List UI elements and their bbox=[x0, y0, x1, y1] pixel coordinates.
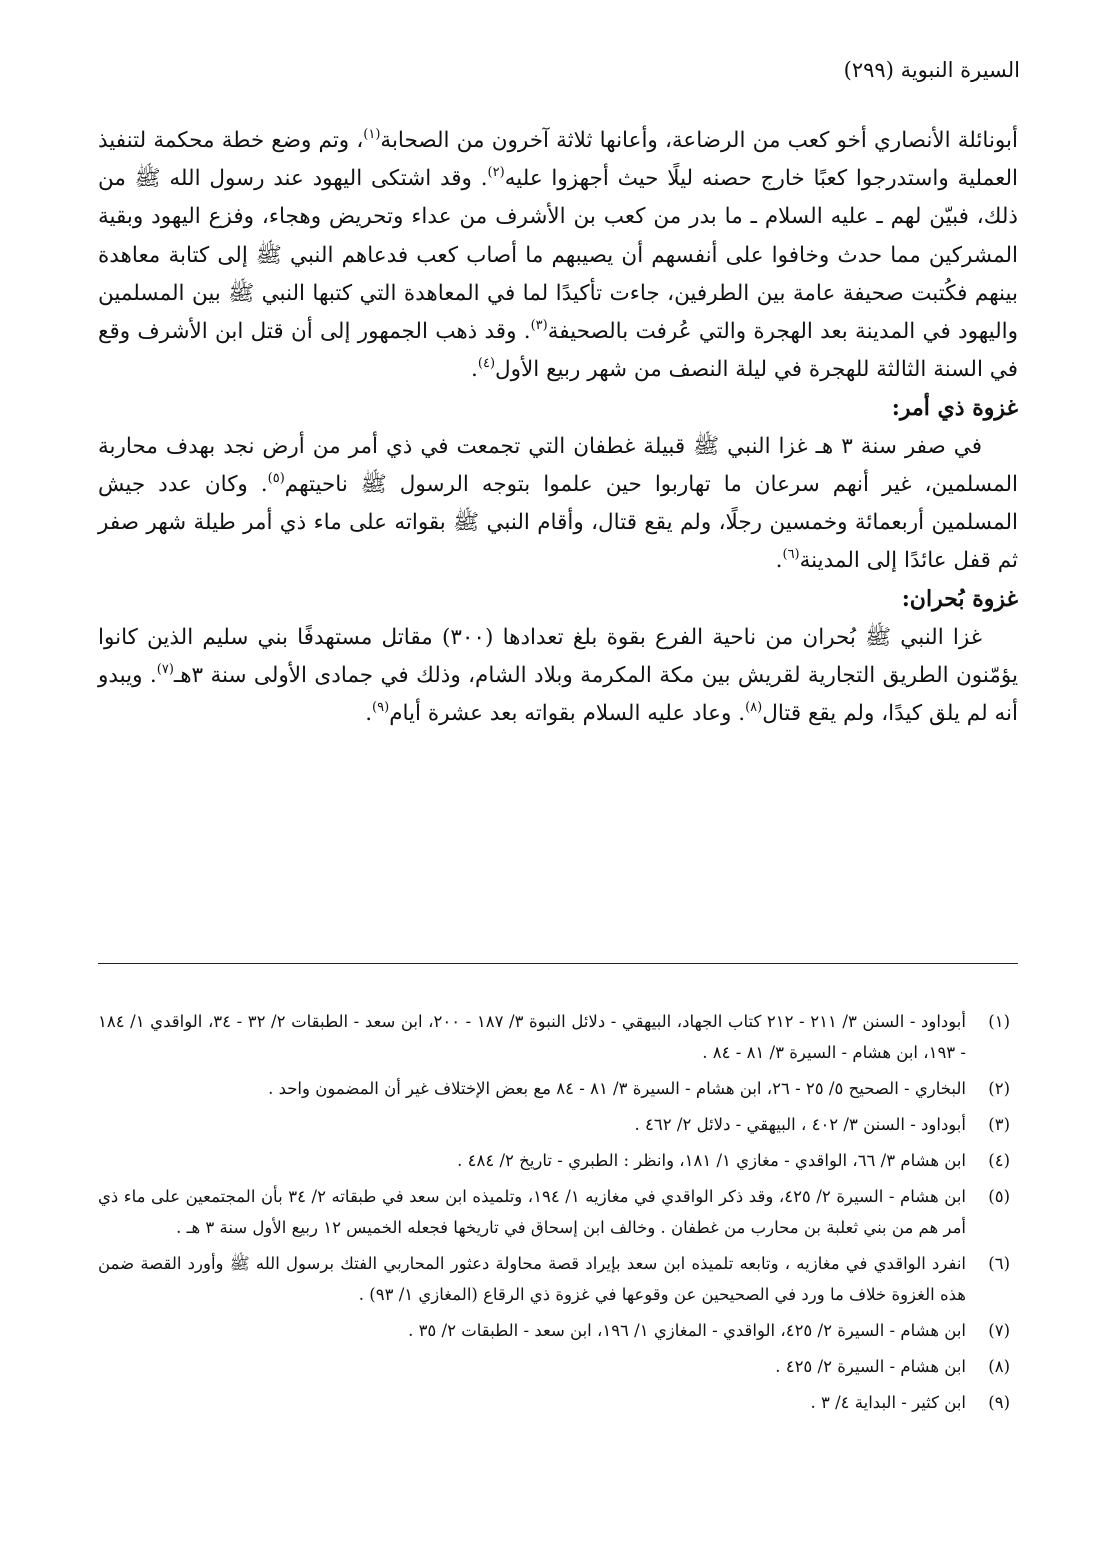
text: . ويبدو أنه لم يلق كيدًا، ولم يقع قتال bbox=[98, 662, 1018, 727]
text: . وعاد عليه السلام بقواته بعد عشرة أيام bbox=[389, 701, 746, 727]
paragraph-2 bbox=[98, 428, 1018, 581]
footnote-text: البخاري - الصحيح ٥/ ٢٥ - ٢٦، ابن هشام - السيرة ٣/ ٨١ - ٨٤ مع بعض الإختلاف غير أن المضمون واحد . bbox=[268, 1079, 966, 1098]
footnote-text: ابن هشام ٣/ ٦٦، الواقدي - مغازي ١/ ١٨١، وانظر : الطبري - تاريخ ٢/ ٤٨٤ . bbox=[457, 1151, 966, 1170]
footnote-number: (٧) bbox=[988, 1321, 1010, 1340]
footnote-number: (٥) bbox=[988, 1187, 1010, 1206]
footnote-item bbox=[98, 1073, 1018, 1104]
footnote-item bbox=[98, 1248, 1018, 1310]
footnote-item bbox=[98, 1109, 1018, 1140]
footnote-ref[interactable]: (٩) bbox=[372, 700, 390, 716]
footnote-text: انفرد الواقدي في مغازيه ، وتابعه تلميذه ابن سعد بإيراد قصة محاولة دعثور المحاربي الفتك برسول الله ﷺ وأورد القصة ضمن هذه الغزوة خلاف ما ورد في الصحيحين عن وقوعها في غزوة ذي الرقاع (المغازي ١/ ٩٣) . bbox=[98, 1254, 966, 1304]
body-text bbox=[98, 122, 1018, 733]
footnote-ref[interactable]: (٧) bbox=[156, 661, 174, 677]
footnote-text: ابن هشام - السيرة ٢/ ٤٢٥ . bbox=[775, 1357, 966, 1376]
footnote-ref[interactable]: (٦) bbox=[782, 547, 800, 563]
text: . وكان عدد جيش المسلمين أربعمائة وخمسين رجلًا، ولم يقع قتال، وأقام النبي ﷺ بقواته على ماء ذي أمر طيلة شهر صفر ثم قفل عائدًا إلى المدينة bbox=[98, 471, 1018, 574]
text: أبونائلة الأنصاري أخو كعب من الرضاعة، وأعانها ثلاثة آخرون من الصحابة bbox=[380, 128, 1018, 153]
footnote-number: (٦) bbox=[988, 1254, 1010, 1273]
footnote-text: ابن هشام - السيرة ٢/ ٤٢٥، وقد ذكر الواقدي في مغازيه ١/ ١٩٤، وتلميذه ابن سعد في طبقاته ٢/ ٣٤ بأن المجتمعين على ماء ذي أمر هم من بني ثعلبة بن محارب من غطفان . وخالف ابن إسحاق في تاريخها فجعله الخميس ١٢ ربيع الأول سنة ٣ هـ . bbox=[98, 1187, 966, 1237]
text: غزا النبي ﷺ بُحران من ناحية الفرع بقوة بلغ تعدادها (٣٠٠) مقاتل مستهدفًا بني سليم الذين كانوا يؤمّنون الطريق التجارية لقريش بين مكة المكرمة وبلاد الشام، وذلك في جمادى الأولى سنة ٣هـ bbox=[98, 624, 1018, 688]
footnote-number: (١) bbox=[988, 1012, 1010, 1031]
footnote-item bbox=[98, 1351, 1018, 1382]
running-head: السيرة النبوية (٢٩٩) bbox=[843, 58, 1020, 82]
footnote-number: (٤) bbox=[988, 1151, 1010, 1170]
footnote-item bbox=[98, 1006, 1018, 1068]
footnote-ref[interactable]: (٢) bbox=[487, 165, 505, 181]
text: . وقد اشتكى اليهود عند رسول الله ﷺ من ذلك، فبيّن لهم ـ عليه السلام ـ ما بدر من كعب بن الأشرف من عداء وتحريض وهجاء، وفزع اليهود وبقية المشركين مما حدث وخافوا على أنفسهم أن يصيبهم ما أصاب كعب فدعاهم النبي ﷺ إلى كتابة معاهدة بينهم فكُتبت صحيفة عامة بين الطرفين، جاءت تأكيدًا لما في المعاهدة التي كتبها النبي ﷺ بين المسلمين واليهود في المدينة بعد الهجرة والتي عُرفت بالصحيفة bbox=[98, 166, 1018, 345]
text: . bbox=[365, 701, 373, 727]
footnote-number: (٨) bbox=[988, 1357, 1010, 1376]
section-heading-dhi-amr: غزوة ذي أمر: bbox=[891, 395, 1018, 422]
footnote-number: (٢) bbox=[988, 1079, 1010, 1098]
footnote-item bbox=[98, 1145, 1018, 1176]
footnote-number: (٩) bbox=[988, 1393, 1010, 1412]
footnote-ref[interactable]: (٥) bbox=[267, 470, 285, 486]
text: . bbox=[775, 548, 783, 574]
text: . وقد ذهب الجمهور إلى أن قتل ابن الأشرف وقع في السنة الثالثة للهجرة في ليلة النصف من شهر ربيع الأول bbox=[98, 319, 1018, 383]
footnote-text: أبوداود - السنن ٣/ ٤٠٢ ، البيهقي - دلائل ٢/ ٤٦٢ . bbox=[634, 1115, 966, 1134]
footnote-item bbox=[98, 1387, 1018, 1418]
footnotes bbox=[98, 1006, 1018, 1423]
text: . bbox=[471, 357, 478, 383]
footnote-text: أبوداود - السنن ٣/ ٢١١ - ٢١٢ كتاب الجهاد، البيهقي - دلائل النبوة ٣/ ١٨٧ - ٢٠٠، ابن سعد - الطبقات ٢/ ٣٢ - ٣٤، الواقدي ١/ ١٨٤ - ١٩٣، ابن هشام - السيرة ٣/ ٨١ - ٨٤ . bbox=[98, 1012, 966, 1062]
paragraph-3 bbox=[98, 619, 1018, 734]
footnote-text: ابن كثير - البداية ٤/ ٣ . bbox=[810, 1393, 966, 1412]
section-heading-buhran: غزوة بُحران: bbox=[901, 586, 1018, 613]
text: ، وتم وضع خطة محكمة لتنفيذ العملية واستدرجوا كعبًا خارج حصنه ليلًا حيث أجهزوا عليه bbox=[98, 128, 1018, 192]
text: في صفر سنة ٣ هـ غزا النبي ﷺ قبيلة غطفان التي تجمعت في ذي أمر من أرض نجد بهدف محاربة المسلمين، غير أنهم سرعان ما تهاربوا حين علموا بتوجه الرسول ﷺ ناحيتهم bbox=[98, 433, 1019, 497]
footnote-divider bbox=[98, 963, 1018, 964]
footnote-ref[interactable]: (٤) bbox=[477, 356, 496, 372]
paragraph-1 bbox=[98, 122, 1018, 389]
footnote-ref[interactable]: (٣) bbox=[530, 318, 548, 334]
footnote-item bbox=[98, 1181, 1018, 1243]
footnote-item bbox=[98, 1315, 1018, 1346]
footnote-number: (٣) bbox=[988, 1115, 1010, 1134]
footnote-ref[interactable]: (١) bbox=[363, 127, 381, 142]
footnote-text: ابن هشام - السيرة ٢/ ٤٢٥، الواقدي - المغازي ١/ ١٩٦، ابن سعد - الطبقات ٢/ ٣٥ . bbox=[408, 1321, 966, 1340]
footnote-ref[interactable]: (٨) bbox=[745, 700, 763, 716]
